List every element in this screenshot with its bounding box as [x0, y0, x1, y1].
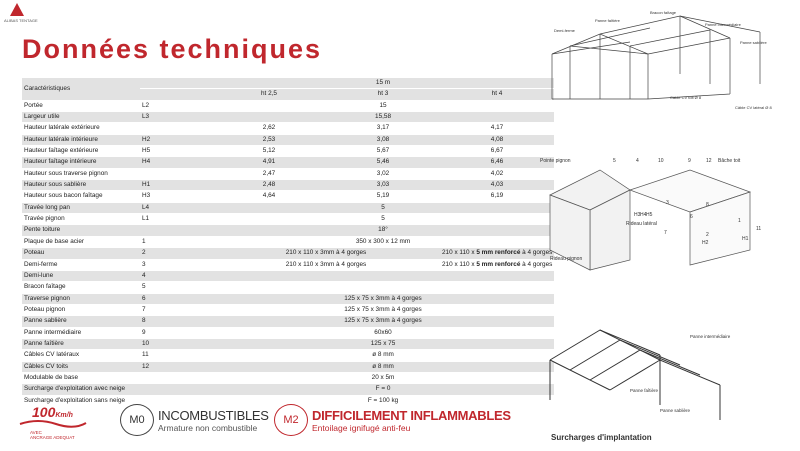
label-cable-toit: Câble CV toit Ø 8	[670, 95, 702, 100]
header-span: 15 m	[212, 78, 554, 89]
row-code: L4	[140, 202, 212, 213]
label-h5: H5	[646, 212, 653, 218]
row-value: 6,46	[440, 157, 554, 168]
header-characteristics: Caractéristiques	[22, 78, 140, 100]
m2-subtitle: Entoilage ignifugé anti-feu	[312, 423, 411, 433]
m2-badge-icon: M2	[274, 404, 308, 436]
roof-diagram	[530, 320, 780, 430]
label-num-12: 12	[706, 158, 712, 164]
row-code: H1	[140, 180, 212, 191]
table-row	[22, 350, 554, 361]
row-label: Hauteur sous sablière	[22, 180, 140, 191]
row-value: 2,62	[212, 123, 326, 134]
row-code: 5	[140, 282, 212, 293]
row-label: Demi-ferme	[22, 259, 140, 270]
subheader-spacer	[140, 89, 212, 100]
logo-text: ALIBAS TENTAGE	[4, 18, 38, 23]
row-code: L3	[140, 112, 212, 123]
row-code: H5	[140, 146, 212, 157]
row-value: 4,08	[440, 134, 554, 145]
row-value: 18°	[212, 225, 554, 236]
row-value: 5,19	[326, 191, 440, 202]
row-value: 210 x 110 x 3mm à 4 gorges	[212, 259, 440, 270]
row-label: Bracon faîtage	[22, 282, 140, 293]
row-code	[140, 168, 212, 179]
m0-subtitle: Armature non combustible	[158, 423, 258, 433]
table-row	[22, 100, 554, 111]
row-value: ø 8 mm	[212, 361, 554, 372]
page-title: Données techniques	[22, 34, 323, 64]
company-logo	[4, 3, 38, 25]
row-label: Modulable de base	[22, 372, 140, 383]
row-code: 1	[140, 236, 212, 247]
row-value: 125 x 75 x 3mm à 4 gorges	[212, 304, 554, 315]
table-row	[22, 191, 554, 202]
row-label: Panne sablière	[22, 316, 140, 327]
row-code: L2	[140, 100, 212, 111]
row-value: 5,12	[212, 146, 326, 157]
row-value: 2,47	[212, 168, 326, 179]
row-label: Hauteur latérale intérieure	[22, 134, 140, 145]
label-cable-lateral: Câble CV latéral Ø 8	[735, 105, 772, 110]
label-num-11: 11	[756, 226, 762, 232]
label-rideau-lateral: Rideau latéral	[626, 221, 657, 227]
spec-table	[22, 78, 554, 407]
subheader-1: ht 3	[326, 89, 440, 100]
label-panne-intermediaire-2: Panne intermédiaire	[690, 334, 731, 339]
row-code: 4	[140, 270, 212, 281]
table-row	[22, 134, 554, 145]
row-value: 6,67	[440, 146, 554, 157]
row-value: 4,03	[440, 180, 554, 191]
row-code: 11	[140, 350, 212, 361]
wind-note-line2: ANCRAGE ADEQUAT	[30, 435, 75, 440]
table-row	[22, 259, 554, 270]
label-num-10: 10	[658, 158, 664, 164]
subheader-2: ht 4	[440, 89, 554, 100]
reinforced-text: 5 mm renforcé	[476, 260, 521, 268]
row-label: Panne intermédiaire	[22, 327, 140, 338]
table-row	[22, 304, 554, 315]
row-value: 210 x 110 x 3mm à 4 gorges	[212, 248, 440, 259]
row-value: 4,17	[440, 123, 554, 134]
tent-diagram	[530, 150, 780, 280]
row-value: 125 x 75	[212, 338, 554, 349]
row-value: 4,91	[212, 157, 326, 168]
diagram-caption: Surcharges d'implantation	[551, 433, 652, 442]
row-value: 4,64	[212, 191, 326, 202]
row-label: Hauteur faîtage extérieure	[22, 146, 140, 157]
row-label: Surcharge d'exploitation avec neige	[22, 384, 140, 395]
row-code: H2	[140, 134, 212, 145]
table-row	[22, 338, 554, 349]
label-num-6: 6	[690, 214, 693, 220]
row-code	[140, 123, 212, 134]
row-label: Travée long pan	[22, 202, 140, 213]
label-num-3: 3	[666, 200, 669, 206]
row-value: 125 x 75 x 3mm à 4 gorges	[212, 293, 554, 304]
label-h4: H4	[640, 212, 647, 218]
row-label: Hauteur faîtage intérieure	[22, 157, 140, 168]
row-value: ø 8 mm	[212, 350, 554, 361]
row-value: 15	[212, 100, 554, 111]
reinforced-text: 5 mm renforcé	[476, 249, 521, 257]
table-row	[22, 293, 554, 304]
table-row	[22, 361, 554, 372]
frame-diagram	[530, 4, 780, 122]
row-label: Poteau	[22, 248, 140, 259]
label-num-2: 2	[706, 232, 709, 238]
row-value: 125 x 75 x 3mm à 4 gorges	[212, 316, 554, 327]
label-num-5: 5	[613, 158, 616, 164]
row-label: Câbles CV toits	[22, 361, 140, 372]
table-row	[22, 180, 554, 191]
row-code: H3	[140, 191, 212, 202]
table-row	[22, 384, 554, 395]
label-num-7: 7	[664, 230, 667, 236]
table-row	[22, 168, 554, 179]
table-row	[22, 225, 554, 236]
row-label: Hauteur sous traverse pignon	[22, 168, 140, 179]
logo-icon	[10, 3, 24, 16]
row-value: 6,19	[440, 191, 554, 202]
row-value-reinforced: 210 x 110 x 5 mm renforcé à 4 gorges	[440, 248, 554, 259]
label-panne-sabliere: Panne sablière	[740, 40, 767, 45]
table-row	[22, 214, 554, 225]
table-row	[22, 270, 554, 281]
label-panne-intermediaire: Panne intermédiaire	[705, 22, 741, 27]
row-value: 4,02	[440, 168, 554, 179]
row-code: H4	[140, 157, 212, 168]
wind-note	[30, 430, 75, 440]
label-panne-faitiere: Panne faîtière	[595, 18, 620, 23]
row-value: 3,02	[326, 168, 440, 179]
row-code: 7	[140, 304, 212, 315]
label-rideau-pignon: Rideau pignon	[550, 256, 583, 262]
label-panne-sabliere-2: Panne sablière	[660, 408, 691, 413]
row-code: 10	[140, 338, 212, 349]
row-code	[140, 372, 212, 383]
row-value: 20 x 5m	[212, 372, 554, 383]
row-label: Largeur utile	[22, 112, 140, 123]
row-label: Poteau pignon	[22, 304, 140, 315]
row-value: F = 100 kg	[212, 395, 554, 406]
row-label: Travée pignon	[22, 214, 140, 225]
row-label: Panne faîtière	[22, 338, 140, 349]
row-label: Traverse pignon	[22, 293, 140, 304]
row-code	[140, 384, 212, 395]
table-row	[22, 236, 554, 247]
label-h3: H3	[634, 212, 641, 218]
m0-badge-icon: M0	[120, 404, 154, 436]
label-h1: H1	[742, 236, 749, 242]
row-value: 5,46	[326, 157, 440, 168]
certification-bar	[0, 400, 520, 450]
table-row	[22, 372, 554, 383]
label-pointe-pignon: Pointe pignon	[540, 158, 571, 164]
row-value: 3,17	[326, 123, 440, 134]
row-value: 15,58	[212, 112, 554, 123]
label-h2: H2	[702, 240, 709, 246]
row-code: 9	[140, 327, 212, 338]
wind-swoosh-icon	[18, 418, 88, 430]
row-code	[140, 225, 212, 236]
label-num-4: 4	[636, 158, 639, 164]
table-row	[22, 248, 554, 259]
row-value	[212, 270, 554, 281]
header-spacer	[140, 78, 212, 89]
row-value: 350 x 300 x 12 mm	[212, 236, 554, 247]
table-row	[22, 202, 554, 213]
row-code: 6	[140, 293, 212, 304]
row-code: 12	[140, 361, 212, 372]
row-value: 5,67	[326, 146, 440, 157]
table-row	[22, 157, 554, 168]
row-value: F = 0	[212, 384, 554, 395]
row-value: 5	[212, 214, 554, 225]
row-value: 2,53	[212, 134, 326, 145]
table-row	[22, 327, 554, 338]
label-panne-faitiere-2: Panne faîtière	[630, 388, 659, 393]
row-label: Câbles CV latéraux	[22, 350, 140, 361]
label-demi-ferme: Demi-ferme	[554, 28, 575, 33]
row-code: L1	[140, 214, 212, 225]
wind-note-line1: AVEC	[30, 430, 42, 435]
table-row	[22, 316, 554, 327]
row-value: 5	[212, 202, 554, 213]
table-header-row	[22, 78, 554, 89]
wind-speed: 100	[32, 404, 56, 420]
label-bache-toit: Bâche toit	[718, 158, 741, 164]
label-num-9: 9	[688, 158, 691, 164]
table-row	[22, 123, 554, 134]
row-label: Plaque de base acier	[22, 236, 140, 247]
table-row	[22, 112, 554, 123]
row-value	[212, 282, 554, 293]
row-label: Hauteur sous bacon faîtage	[22, 191, 140, 202]
row-code: 3	[140, 259, 212, 270]
label-num-8: 8	[706, 202, 709, 208]
row-value: 3,03	[326, 180, 440, 191]
row-value: 3,08	[326, 134, 440, 145]
table-row	[22, 146, 554, 157]
row-label: Pente toiture	[22, 225, 140, 236]
row-value: 60x60	[212, 327, 554, 338]
m2-title: DIFFICILEMENT INFLAMMABLES	[312, 408, 511, 423]
row-code: 8	[140, 316, 212, 327]
label-num-1: 1	[738, 218, 741, 224]
row-label: Demi-lune	[22, 270, 140, 281]
subheader-0: ht 2,5	[212, 89, 326, 100]
m0-title: INCOMBUSTIBLES	[158, 408, 269, 423]
row-code: 2	[140, 248, 212, 259]
row-label: Portée	[22, 100, 140, 111]
row-label: Surcharge d'exploitation sans neige	[22, 395, 140, 406]
label-bracon: Bracon faîtage	[650, 10, 677, 15]
table-row	[22, 282, 554, 293]
row-value-reinforced: 210 x 110 x 5 mm renforcé à 4 gorges	[440, 259, 554, 270]
row-value: 2,48	[212, 180, 326, 191]
row-label: Hauteur latérale extérieure	[22, 123, 140, 134]
wind-unit: Km/h	[55, 412, 73, 419]
